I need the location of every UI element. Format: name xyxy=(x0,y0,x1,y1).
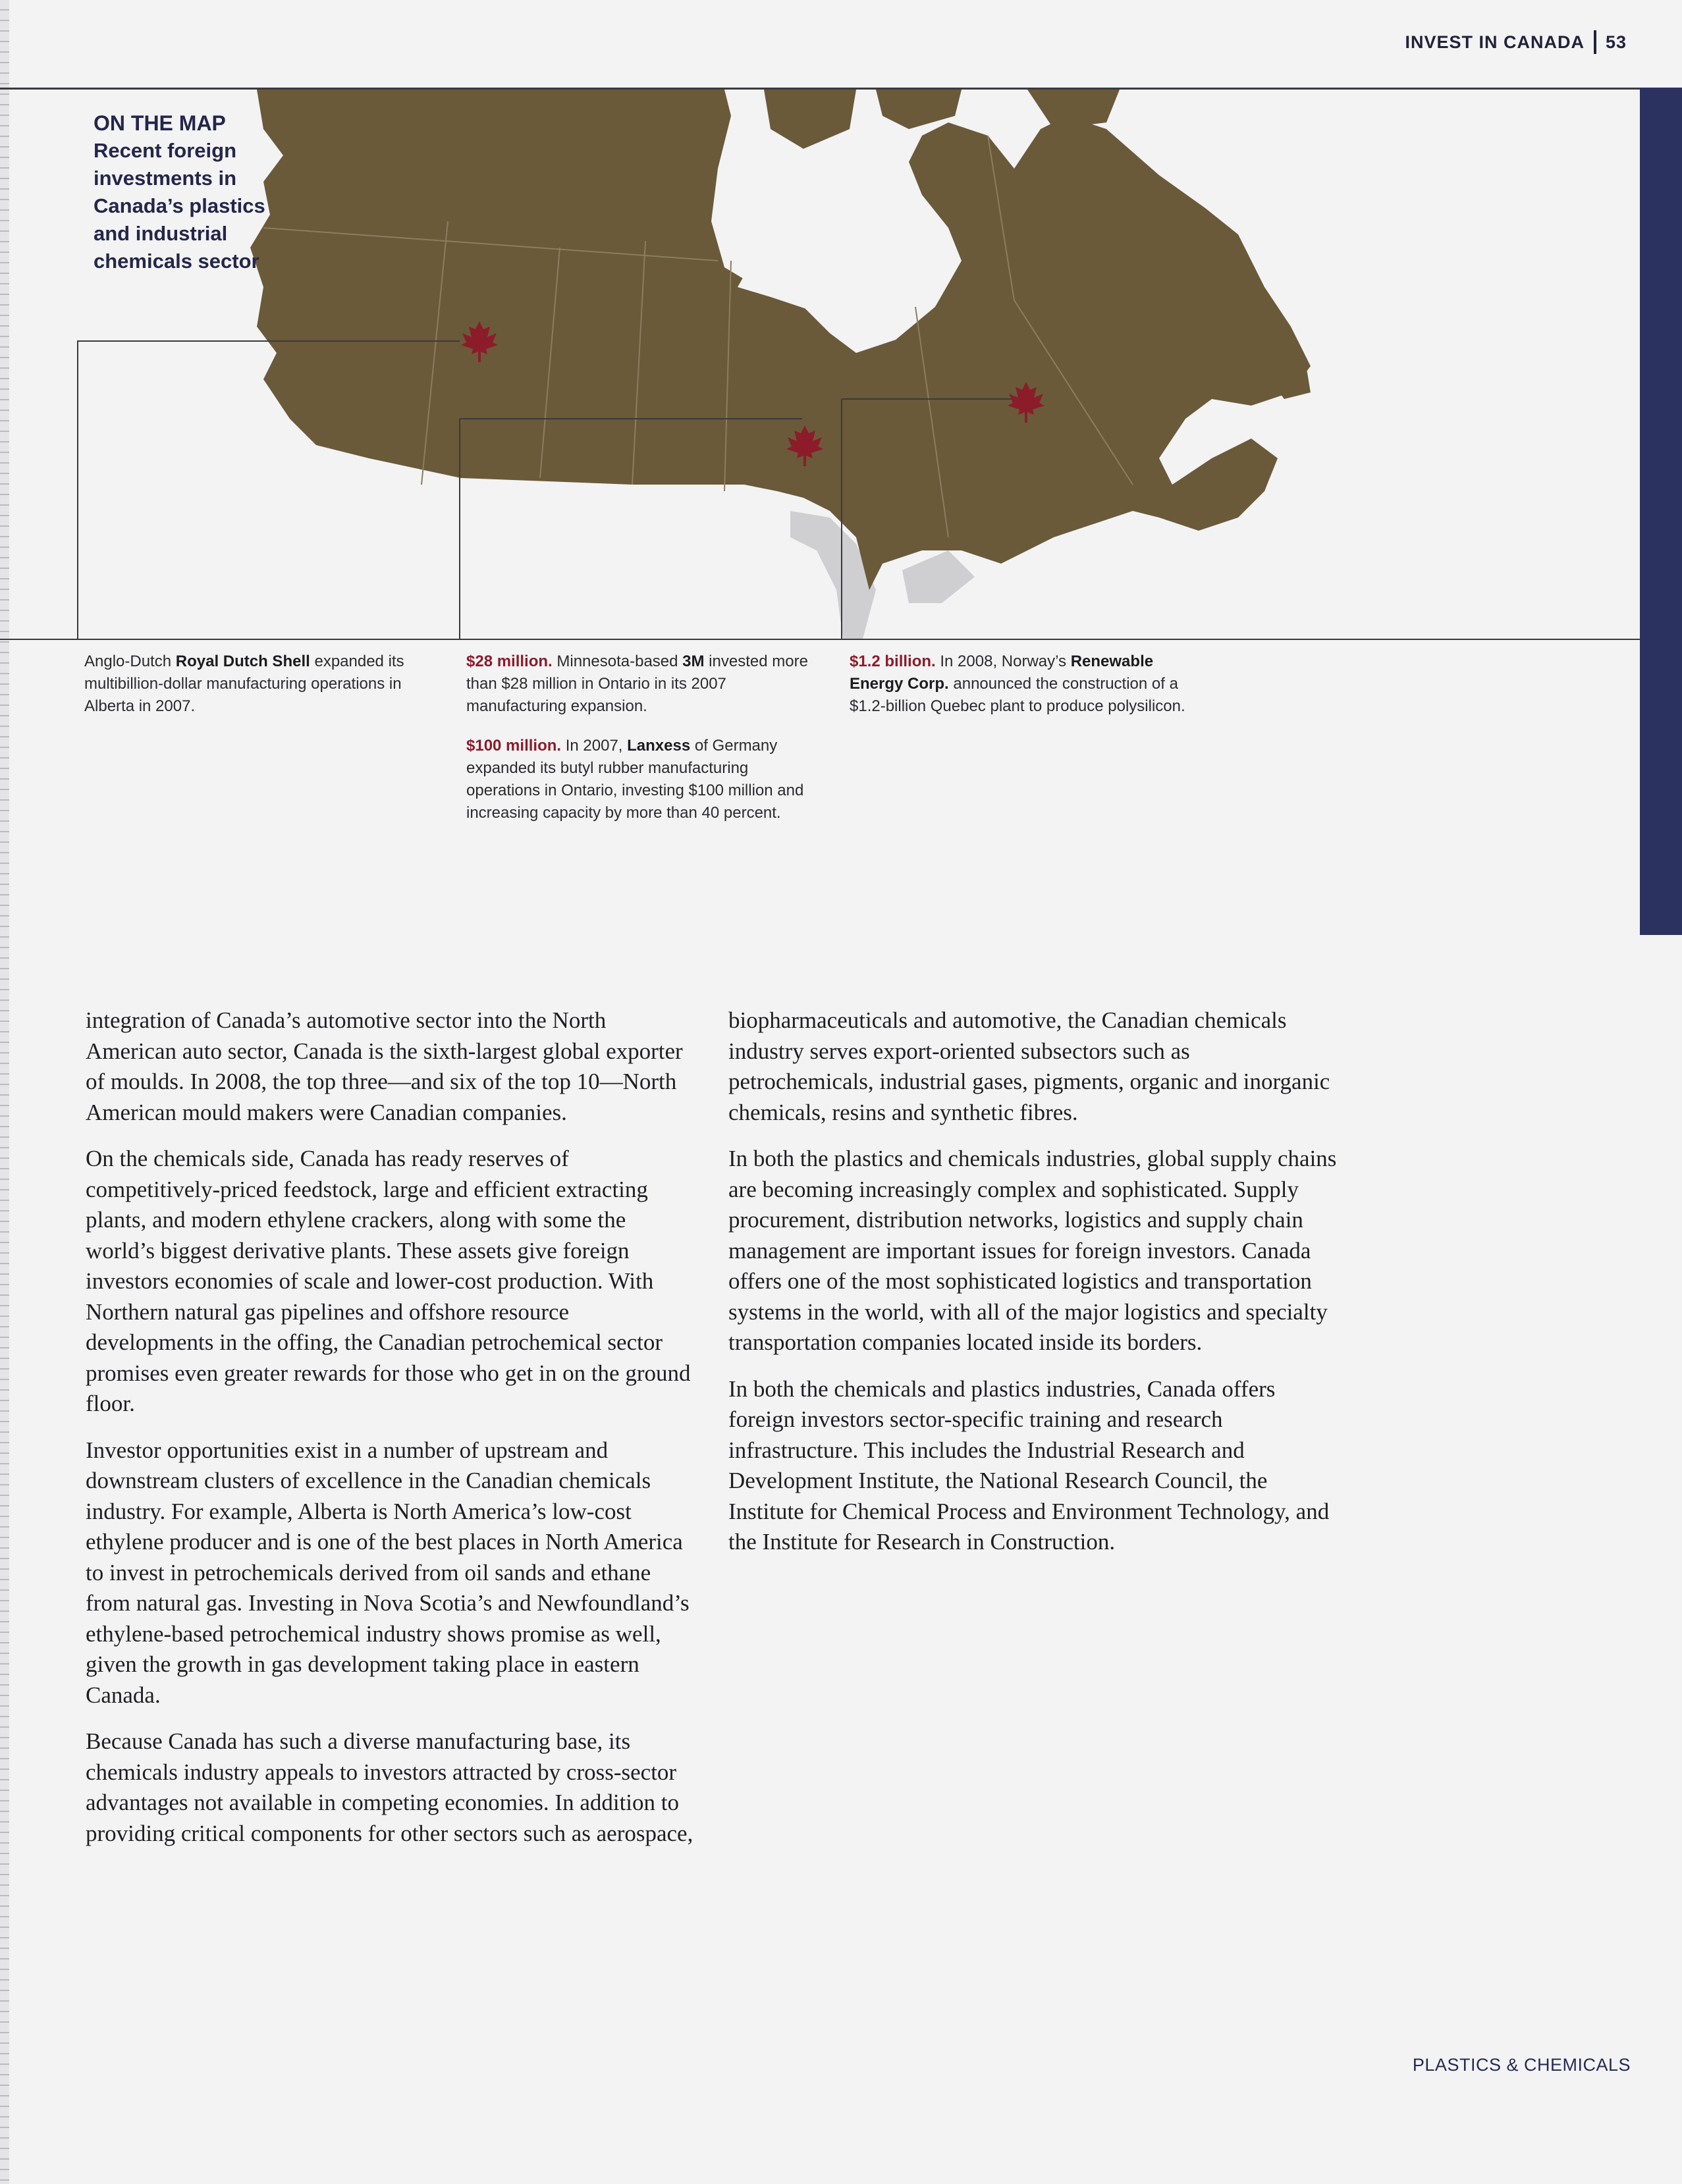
navy-side-bar xyxy=(1640,88,1682,935)
callout-lanxess-amount: $100 million. xyxy=(466,737,562,755)
header-section-title: INVEST IN CANADA xyxy=(1405,32,1585,52)
body-paragraph: biopharmaceuticals and automotive, the Canadian chemicals industry serves export-oriented subsectors such as petrochemicals, industrial gases, pigments, organic and inorganic chemicals, resins and synthetic fibres. xyxy=(728,1007,1330,1125)
map-subtitle: Recent foreign investments in Canada’s plastics and industrial chemicals sector xyxy=(94,139,265,273)
callout-alberta-text: expanded its multibillion-dollar manufacturing operations in Alberta in 2007. xyxy=(84,653,404,715)
footer-section-label: PLASTICS & CHEMICALS xyxy=(1412,2055,1631,2075)
callout-alberta xyxy=(84,651,440,718)
callout-lanxess-company: Lanxess xyxy=(627,737,691,755)
callout-lanxess xyxy=(466,735,822,824)
body-paragraph: On the chemicals side, Canada has ready reserves of competitively-priced feedstock, large and efficient extracting plants, and modern ethylene crackers, along with some the world’s biggest derivative plants. These assets give foreign investors economies of scale and lower-cost production. With Northern natural gas pipelines and offshore resource developments in the offing, the Canadian petrochemical sector promises even greater rewards for those who get in on the ground floor. xyxy=(86,1146,691,1416)
mainland xyxy=(250,90,1311,590)
body-right-column xyxy=(728,1005,1341,1574)
callout-3m xyxy=(466,651,822,718)
callout-quebec-pre: In 2008, Norway’s xyxy=(935,653,1071,670)
callout-ontario-group xyxy=(466,651,822,841)
callout-alberta-pre: Anglo-Dutch xyxy=(84,653,176,670)
body-paragraph: In both the plastics and chemicals industries, global supply chains are becoming increasingly complex and sophisticated. Supply procurement, distribution networks, logistics and supply chain management are important issues for foreign investors. Canada offers one of the most sophisticated logistics and transportation systems in the world, with all of the major logistics and specialty transportation companies located inside its borders. xyxy=(728,1146,1337,1355)
body-paragraph: In both the chemicals and plastics industries, Canada offers foreign investors sector-specific training and research infrastructure. This includes the Industrial Research and Development Institute, the National Research Council, the Institute for Chemical Process and Environment Technology, and the Institute for Research in Construction. xyxy=(728,1375,1330,1555)
callout-alberta-company: Royal Dutch Shell xyxy=(175,653,310,670)
body-paragraph: Investor opportunities exist in a number of upstream and downstream clusters of excellence in the Canadian chemicals industry. For example, Alberta is North America’s low-cost ethylene producer and is one of the best places in North America to invest in petrochemicals derived from oil sands and ethane from natural gas. Investing in Nova Scotia’s and Newfoundland’s ethylene-based petrochemical industry shows promise as well, given the growth in gas development taking place in eastern Canada. xyxy=(86,1437,690,1708)
callout-lanxess-pre: In 2007, xyxy=(561,737,628,755)
body-paragraph: integration of Canada’s automotive sector into the North American auto sector, Canada is the sixth-largest global exporter of moulds. In 2008, the top three—and six of the top 10—North American mould makers were Canadian companies. xyxy=(86,1007,683,1125)
map-heading: ON THE MAP xyxy=(94,111,226,135)
callout-quebec-amount: $1.2 billion. xyxy=(850,653,936,670)
page-header xyxy=(1405,30,1627,54)
callout-3m-pre: Minnesota-based xyxy=(552,653,683,670)
header-divider xyxy=(1594,30,1596,54)
callout-quebec xyxy=(850,651,1205,718)
callout-quebec-company: Renewable Energy Corp. xyxy=(850,653,1154,693)
body-paragraph: Because Canada has such a diverse manufacturing base, its chemicals industry appeals to investors attracted by cross-sector advantages not available in competing economies. In addition to providing critical components for other sectors such as aerospace, xyxy=(86,1728,693,1846)
callout-3m-amount: $28 million. xyxy=(466,653,553,670)
body-left-column xyxy=(86,1005,698,1865)
map-baseline-rule xyxy=(0,639,1640,640)
callout-3m-text: invested more than $28 million in Ontario in its 2007 manufacturing expansion. xyxy=(466,653,808,715)
callout-3m-company: 3M xyxy=(682,653,705,670)
callout-quebec-text: announced the construction of a $1.2-billion Quebec plant to produce polysilicon. xyxy=(850,675,1185,715)
callout-lanxess-text: of Germany expanded its butyl rubber manufacturing operations in Ontario, investing $100 million and increasing capacity by more than 40 percent. xyxy=(466,737,804,822)
map-title-block xyxy=(94,109,291,275)
page-number: 53 xyxy=(1605,32,1627,52)
